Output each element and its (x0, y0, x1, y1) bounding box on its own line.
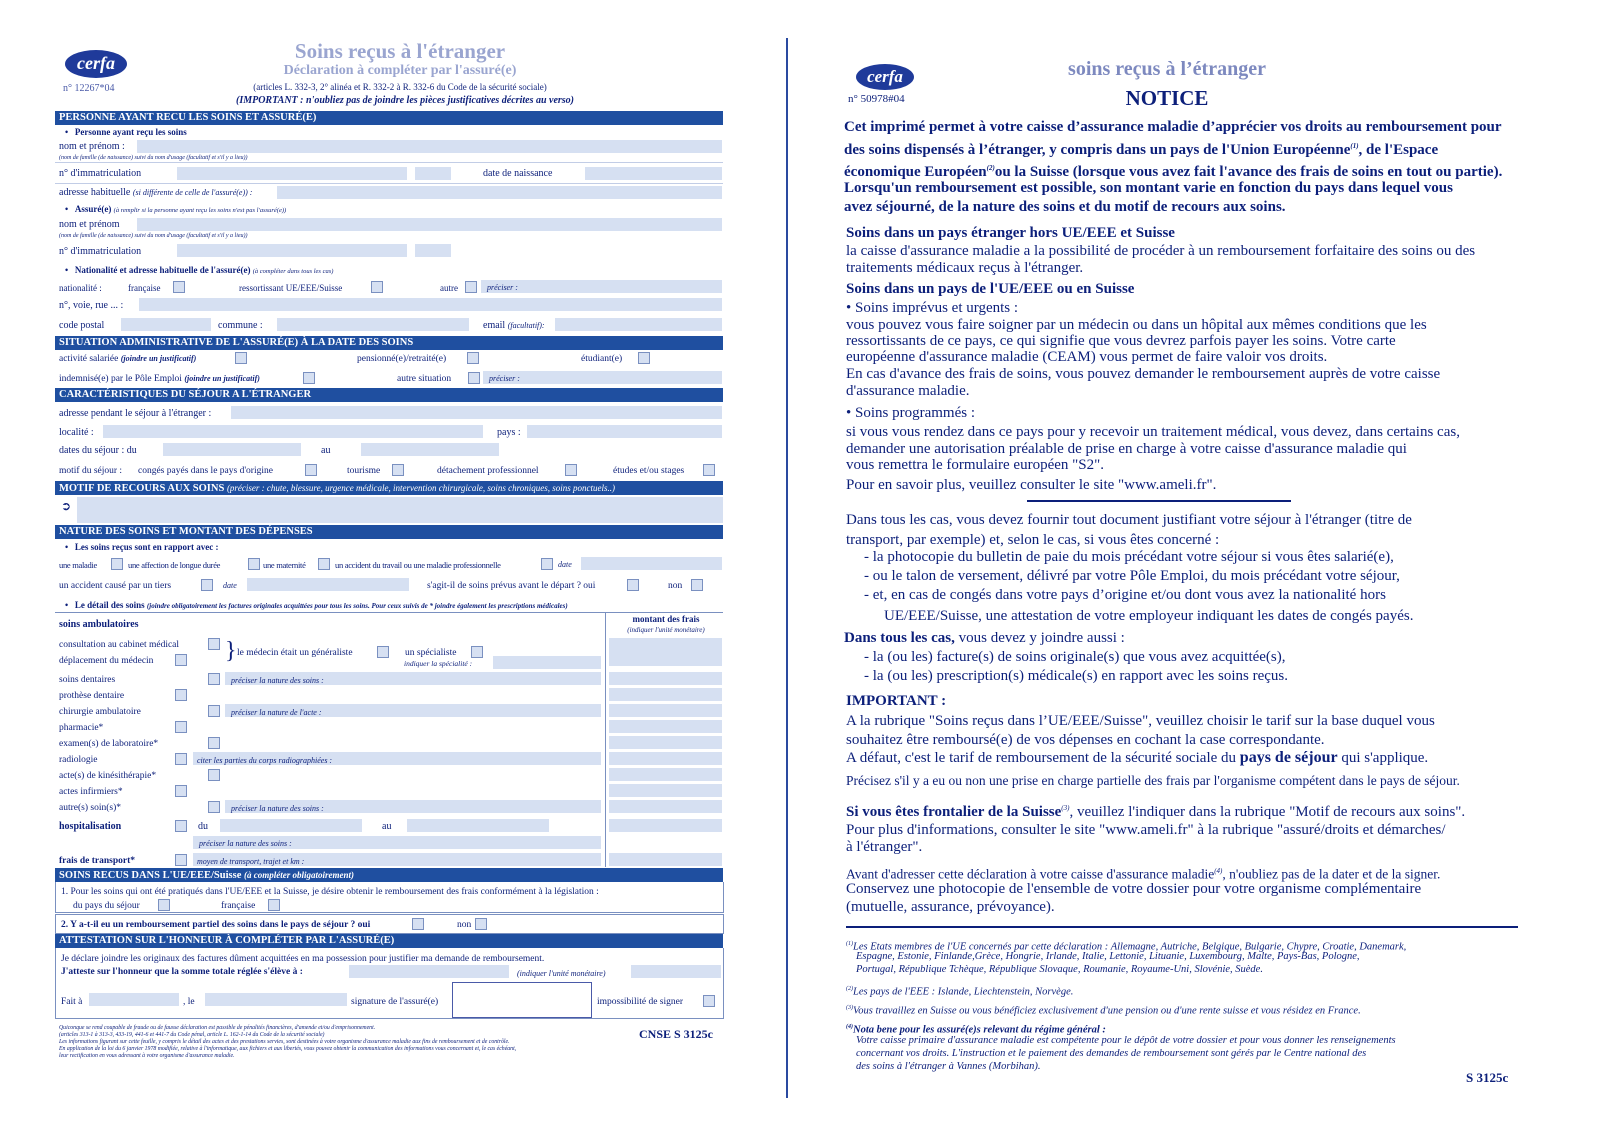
hospitalisation-checkbox[interactable] (175, 820, 187, 832)
label-personne: • Personne ayant reçu les soins (65, 127, 187, 137)
p1-a: la caisse d'assurance maladie a la possibilité de procéder à un remboursement forfaitaire des soins ou des (846, 243, 1476, 259)
maladie-checkbox[interactable] (111, 558, 123, 570)
label-nationalite: nationalité : (59, 283, 102, 293)
consultation-checkbox[interactable] (208, 638, 220, 650)
specialite-field[interactable] (493, 656, 601, 669)
info-1: Pour plus d'informations, consulter le site "www.ameli.fr" à la rubrique "assuré/droits et démarches/ (846, 822, 1446, 838)
p4-b: transport, par exemple) et, selon le cas, si vous êtes concerné : (846, 532, 1220, 548)
footnote-4: $^{(4)}$Nota bene pour les assuré(e)s relevant du régime général : (846, 1024, 1106, 1036)
last-2: Conservez une photocopie de l'ensemble de votre dossier pour votre organisme complémentaire (846, 881, 1422, 897)
label-laboratoire: examen(s) de laboratoire* (59, 739, 159, 749)
label-rapport: • Les soins reçus sont en rapport avec : (65, 542, 219, 552)
label-email: email (facultatif): (483, 320, 545, 331)
label-nature-soins2: préciser la nature des soins : (231, 804, 324, 813)
maternite-checkbox[interactable] (318, 558, 330, 570)
accident-travail-checkbox[interactable] (541, 558, 553, 570)
label-hospitalisation: hospitalisation (59, 821, 122, 832)
important-2: souhaitez être remboursé(e) de vos dépenses en cochant la case correspondante. (846, 732, 1325, 748)
label-ambulatoires: soins ambulatoires (59, 619, 139, 630)
footnote-rule (846, 926, 1518, 928)
doc-5: - la (ou les) prescription(s) médicale(s) en rapport avec les soins reçus. (864, 668, 1289, 684)
francaise2-checkbox[interactable] (268, 899, 280, 911)
nom2-note: (nom de famille (de naissance) suivi du nom d'usage (facultatif et s'il y a lieu)) (59, 233, 248, 239)
label-chirurgie: chirurgie ambulatoire (59, 707, 141, 717)
label-prevus: s'agit-il de soins prévus avant le départ ? oui (427, 581, 596, 591)
ald-checkbox[interactable] (248, 558, 260, 570)
label-activite: activité salariée (joindre un justificatif) (59, 354, 197, 364)
label-kine: acte(s) de kinésithérapie* (59, 771, 157, 781)
p1-b: traitements médicaux reçus à l'étranger. (846, 260, 1084, 276)
label-au2: au (382, 821, 392, 832)
etudiant-checkbox[interactable] (638, 352, 650, 364)
label-non2: non (457, 920, 472, 930)
label-francaise: française (128, 283, 161, 293)
label-autre: autre (440, 283, 458, 293)
important-4: Précisez s'il y a eu ou non une prise en charge partielle des frais par l'organisme compétent dans le pays de séjour. (846, 773, 1460, 788)
somme-field[interactable] (349, 965, 509, 978)
section-attestation: ATTESTATION SUR L'HONNEUR À COMPLÉTER PAR L'ASSURÉ(E) (55, 934, 723, 948)
p3-d: Pour en savoir plus, veuillez consulter le site "www.ameli.fr". (846, 477, 1217, 493)
montant-kine-field[interactable] (609, 768, 722, 781)
footnote-1a: $^{(1)}$Les Etats membres de l'UE concernés par cette déclaration : Allemagne, Autriche, Belgique, Bulgarie, Chypre, Croatie, Danemark, (846, 941, 1407, 953)
label-dentaires: soins dentaires (59, 675, 116, 685)
doc-2: - ou le talon de versement, délivré par votre Pôle Emploi, du mois précédant votre séjour, (864, 568, 1400, 584)
hospitalisation-du-field[interactable] (220, 819, 362, 832)
label-nature-soins: préciser la nature des soins : (231, 676, 324, 685)
intro-5: avez séjourné, de la nature des soins et du motif de recours aux soins. (844, 199, 1286, 215)
p4-a: Dans tous les cas, vous devez fournir tout document justifiant votre séjour à l'étranger (titre de (846, 512, 1412, 528)
cp-field[interactable] (121, 318, 211, 331)
label-voie: n°, voie, rue ... : (59, 300, 124, 311)
label-le: , le (183, 997, 195, 1007)
autre-checkbox[interactable] (465, 281, 477, 293)
section-motif: MOTIF DE RECOURS AUX SOINS (préciser : chute, blessure, urgence médicale, intervention chirurgicale, soins chroniques, soins ponctuels..) (55, 481, 723, 495)
last-1: Avant d'adresser cette déclaration à votre caisse d'assurance maladie$^{(4)}$, n'oubliez pas de la dater et de la signer. (846, 866, 1441, 882)
doc-3b: UE/EEE/Suisse, une attestation de votre employeur indiquant les dates de congés payés. (884, 608, 1414, 624)
hospitalisation-au-field[interactable] (407, 819, 549, 832)
accident-date-field[interactable] (581, 557, 722, 570)
autre-sit-checkbox[interactable] (468, 372, 480, 384)
legal-1: Quiconque se rend coupable de fraude ou de fausse déclaration est passible de pénalités financières, d'amende et/ou d'emprisonnement. (59, 1025, 376, 1031)
label-nature-acte: préciser la nature de l'acte : (231, 708, 322, 717)
montant-dentaires-field[interactable] (609, 672, 722, 685)
nom2-field[interactable] (137, 218, 722, 231)
label-immat2: n° d'immatriculation (59, 246, 142, 257)
label-pays-sejour: du pays du séjour (73, 901, 140, 911)
label-q1: 1. Pour les soins qui ont été pratiqués dans l'UE/EEE et la Suisse, je désire obtenir le remboursement des frais conformément à la législation : (61, 887, 599, 897)
motif-field[interactable] (77, 497, 723, 523)
etudes-checkbox[interactable] (703, 464, 715, 476)
info-2: à l'étranger". (846, 839, 923, 855)
section-situation: SITUATION ADMINISTRATIVE DE L'ASSURÉ(E) À LA DATE DES SOINS (55, 336, 723, 350)
label-francaise2: française (221, 901, 256, 911)
form-subtitle: Déclaration à compléter par l'assuré(e) (283, 63, 517, 78)
label-dates: dates du séjour : du (59, 445, 137, 456)
label-pensionne: pensionné(e)/retraité(e) (357, 354, 447, 364)
montant-hospitalisation-field[interactable] (609, 819, 722, 832)
detachement-checkbox[interactable] (565, 464, 577, 476)
montant-laboratoire-field[interactable] (609, 736, 722, 749)
label-impossibilite: impossibilité de signer (597, 997, 684, 1007)
label-ressortissant: ressortissant UE/EEE/Suisse (239, 283, 343, 293)
immat2-key-field[interactable] (415, 244, 451, 257)
pharmacie-checkbox[interactable] (175, 721, 187, 733)
label-preciser: préciser : (487, 283, 518, 292)
label-consultation: consultation au cabinet médical (59, 640, 180, 650)
radiologie-checkbox[interactable] (175, 753, 187, 765)
chirurgie-checkbox[interactable] (208, 705, 220, 717)
generaliste-checkbox[interactable] (377, 646, 389, 658)
pays-sejour-checkbox[interactable] (158, 899, 170, 911)
date-fin-field[interactable] (361, 443, 499, 456)
form-articles: (articles L. 332-3, 2° alinéa et R. 332-2 à R. 332-6 du Code de la sécurité sociale) (253, 82, 547, 92)
tourisme-checkbox[interactable] (392, 464, 404, 476)
montant-transport-field[interactable] (609, 853, 722, 866)
label-commune: commune : (218, 320, 263, 331)
important-heading: IMPORTANT : (846, 693, 947, 709)
label-preciser2: préciser : (489, 374, 520, 383)
last-3: (mutuelle, assurance, prévoyance). (846, 899, 1055, 915)
intro-3: économique Européen$^{(2)}$ou la Suisse (lorsque vous avez fait l'avance des frais de soins en tout ou partie). (844, 164, 1503, 180)
label-detachement: détachement professionnel (437, 466, 539, 476)
notice-title: soins reçus à l’étranger (1068, 58, 1266, 80)
p2-d: En cas d'avance des frais de soins, vous pouvez demander le remboursement auprès de votre caisse (846, 366, 1441, 382)
transport-checkbox[interactable] (175, 854, 187, 866)
label-pharmacie: pharmacie* (59, 723, 104, 733)
dans-tous-les-cas: Dans tous les cas, vous devez y joindre aussi : (844, 630, 1125, 646)
label-detail: • Le détail des soins (joindre obligatoirement les factures originales acquittées pour tous les soins. Pour ceux suivis de * joindre également les prescriptions médicales) (65, 600, 568, 610)
cerfa-logo: cerfa (65, 50, 127, 78)
p2-b: ressortissants de ce pays, ce qui signifie que vous devrez parfois payer les soins. Votre carte (846, 333, 1396, 349)
prevus-oui-checkbox[interactable] (627, 579, 639, 591)
label-conges: congés payés dans le pays d'origine (138, 466, 273, 476)
label-q2: 2. Y a-t-il eu un remboursement partiel des soins dans le pays de séjour ? oui (61, 920, 371, 930)
arrow-icon: ➲ (61, 499, 72, 513)
label-signature: signature de l'assuré(e) (351, 997, 439, 1007)
form-title: Soins reçus à l'étranger (294, 39, 506, 63)
footnote-4b: concernant vos droits. L'instruction et le paiement des demandes de remboursement sont gérés par le Centre national des (856, 1048, 1367, 1059)
label-nom: nom et prénom : (59, 141, 125, 152)
bullet-programmes: • Soins programmés : (846, 405, 975, 421)
nom-field[interactable] (137, 140, 722, 153)
label-etudes: études et/ou stages (613, 466, 685, 476)
frontalier: Si vous êtes frontalier de la Suisse$^{(3)}$, veuillez l'indiquer dans la rubrique "Motif de recours aux soins". (846, 804, 1466, 820)
section-personne: PERSONNE AYANT RECU LES SOINS ET ASSURÉ(E) (55, 111, 723, 125)
p3-c: vous remettra le formulaire européen "S2". (846, 457, 1104, 473)
montant-radiologie-field[interactable] (609, 752, 722, 765)
notice-code: S 3125c (1466, 1070, 1509, 1085)
label-cp: code postal (59, 320, 105, 331)
label-monnaie: (indiquer l'unité monétaire) (627, 626, 705, 634)
footnote-1c: Portugal, République Tchèque, République Slovaque, Roumanie, Royaume-Uni, Slovénie, Suède. (856, 964, 1263, 975)
important-1: A la rubrique "Soins reçus dans l’UE/EEE/Suisse", veuillez choisir le tarif sur la base duquel vous (846, 713, 1435, 729)
montant-chirurgie-field[interactable] (609, 704, 722, 717)
short-rule (1027, 500, 1291, 502)
p3-b: demander une autorisation préalable de prise en charge à votre caisse d'assurance maladie qui (846, 441, 1407, 457)
prothese-checkbox[interactable] (175, 689, 187, 701)
doc-4: - la (ou les) facture(s) de soins originale(s) que vous avez acquittée(s), (864, 649, 1286, 665)
footnote-2: $^{(2)}$Les pays de l'EEE : Islande, Liechtenstein, Norvège. (846, 986, 1074, 998)
footnote-1b: Espagne, Estonie, Finlande,Grèce, Hongrie, Irlande, Italie, Lettonie, Lituanie, Luxembourg, Malte, Pays-Bas, Pologne, (856, 951, 1360, 962)
label-specialite: indiquer la spécialité : (404, 659, 473, 668)
doc-1: - la photocopie du bulletin de paie du mois précédant votre séjour si vous êtes salarié(e), (864, 549, 1394, 565)
label-att2: J'atteste sur l'honneur que la somme totale réglée s'élève à : (61, 967, 303, 977)
label-maladie: une maladie (59, 560, 98, 570)
label-date2: date (223, 581, 237, 590)
label-naissance: date de naissance (483, 168, 553, 179)
label-assure: • Assuré(e) (à remplir si la personne ayant reçu les soins n'est pas l'assuré(e)) (65, 204, 287, 214)
p3-a: si vous vous rendez dans ce pays pour y recevoir un traitement médical, vous devez, dans certains cas, (846, 424, 1460, 440)
section-sejour: CARACTÉRISTIQUES DU SÉJOUR A L'ÉTRANGER (55, 388, 723, 402)
prevus-non-checkbox[interactable] (691, 579, 703, 591)
pensionne-checkbox[interactable] (467, 352, 479, 364)
ressortissant-checkbox[interactable] (371, 281, 383, 293)
label-specialiste: un spécialiste (405, 648, 457, 658)
autres-checkbox[interactable] (208, 801, 220, 813)
form-important: (IMPORTANT : n'oubliez pas de joindre les pièces justificatives décrites au verso) (235, 95, 575, 106)
voie-field[interactable] (139, 298, 722, 311)
dentaires-checkbox[interactable] (208, 673, 220, 685)
immat-key-field[interactable] (415, 167, 451, 180)
label-accident-travail: un accident du travail ou une maladie professionnelle (335, 560, 501, 570)
label-nature-soins3: préciser la nature des soins : (199, 839, 292, 848)
label-adr-sejour: adresse pendant le séjour à l'étranger : (59, 408, 212, 419)
p2-c: européenne d'assurance maladie (CEAM) vous permet de faire valoir vos droits. (846, 349, 1328, 365)
francaise-checkbox[interactable] (173, 281, 185, 293)
pays-field[interactable] (527, 425, 722, 438)
label-motif: motif du séjour : (59, 466, 123, 476)
label-immat: n° d'immatriculation (59, 168, 142, 179)
tiers-checkbox[interactable] (201, 579, 213, 591)
notice-heading: NOTICE (1125, 86, 1209, 110)
tiers-date-field[interactable] (247, 578, 409, 591)
adr-sejour-field[interactable] (231, 406, 722, 419)
label-transport: frais de transport* (59, 856, 135, 866)
form-page (55, 0, 755, 1133)
impossibilite-checkbox[interactable] (703, 995, 715, 1007)
label-pays: pays : (497, 427, 521, 438)
monnaie-field[interactable] (631, 965, 721, 978)
conges-checkbox[interactable] (305, 464, 317, 476)
section-ue: SOINS RECUS DANS L'UE/EEE/Suisse (à compléter obligatoirement) (55, 868, 723, 882)
label-parties: citer les parties du corps radiographiées : (197, 756, 333, 765)
q2-non-checkbox[interactable] (475, 918, 487, 930)
notice-number: n° 50978#04 (848, 93, 905, 105)
label-etudiant: étudiant(e) (581, 354, 623, 364)
important-3: A défaut, c'est le tarif de remboursement de la sécurité sociale du pays de séjour qui s'applique. (846, 749, 1429, 766)
cerfa-logo-notice: cerfa (856, 64, 914, 90)
label-transport-note: moyen de transport, trajet et km : (197, 857, 305, 866)
label-generaliste: le médecin était un généraliste (237, 648, 353, 658)
label-fait: Fait à (61, 997, 83, 1007)
label-du: du (198, 821, 208, 832)
email-field[interactable] (555, 318, 722, 331)
signature-box[interactable] (452, 982, 592, 1018)
section-nature: NATURE DES SOINS ET MONTANT DES DÉPENSES (55, 525, 723, 539)
label-maternite: une maternité (263, 560, 306, 570)
form-number: n° 12267*04 (63, 83, 115, 94)
heading-hors-ue: Soins dans un pays étranger hors UE/EEE et Suisse (846, 225, 1175, 241)
indemnise-checkbox[interactable] (303, 372, 315, 384)
label-autres: autre(s) soin(s)* (59, 803, 121, 813)
heading-ue: Soins dans un pays de l'UE/EEE ou en Suisse (846, 281, 1135, 297)
label-tourisme: tourisme (347, 466, 381, 476)
infirmiers-checkbox[interactable] (175, 785, 187, 797)
montant-autres-field[interactable] (609, 800, 722, 813)
deplacement-checkbox[interactable] (175, 654, 187, 666)
footnote-4a: Votre caisse primaire d'assurance maladie est compétente pour le dépôt de votre dossier et pour vous donner les renseignements (856, 1035, 1396, 1046)
montant-prothese-field[interactable] (609, 688, 722, 701)
laboratoire-checkbox[interactable] (208, 737, 220, 749)
commune-field[interactable] (277, 318, 469, 331)
brace-icon: } (225, 638, 237, 664)
montant-infirmiers-field[interactable] (609, 784, 722, 797)
intro-1: Cet imprimé permet à votre caisse d’assurance maladie d’apprécier vos droits au remboursement pour (844, 119, 1502, 135)
label-adresse: adresse habituelle (si différente de celle de l'assuré(e)) : (59, 187, 253, 198)
fait-a-field[interactable] (89, 993, 179, 1006)
p2-e: d'assurance maladie. (846, 383, 970, 399)
form-code: CNSE S 3125c (639, 1027, 714, 1041)
specialiste-checkbox[interactable] (471, 646, 483, 658)
label-au: au (321, 445, 331, 456)
montant-consultation-field[interactable] (609, 638, 722, 666)
label-tiers: un accident causé par un tiers (59, 581, 172, 591)
localite-field[interactable] (103, 425, 483, 438)
nom-note: (nom de famille (de naissance) suivi du nom d'usage (facultatif et s'il y a lieu)) (59, 155, 248, 161)
page-divider (786, 38, 788, 1098)
label-deplacement: déplacement du médecin (59, 656, 154, 666)
footnote-3: $^{(3)}$Vous travaillez en Suisse ou vous bénéficiez exclusivement d'une pension ou d'une rente suisse et vous résidez en France. (846, 1005, 1361, 1017)
label-monnaie2: (indiquer l'unité monétaire) (517, 969, 606, 978)
p2-a: vous pouvez vous faire soigner par un médecin ou dans un hôpital aux mêmes conditions que les (846, 317, 1427, 333)
legal-3: Les informations figurant sur cette feuille, y compris le détail des actes et des prestations servies, sont destinées à votre organisme d'assurance maladie aux fins de remboursement et de contrôle. (59, 1039, 510, 1045)
label-localite: localité : (59, 427, 94, 438)
notice-page (842, 0, 1532, 1133)
date-signature-field[interactable] (205, 993, 347, 1006)
label-prothese: prothèse dentaire (59, 691, 125, 701)
footnote-4c: des soins à l'étranger à Vannes (Morbihan). (856, 1061, 1041, 1072)
bullet-imprevus: • Soins imprévus et urgents : (846, 300, 1019, 316)
label-autre-sit: autre situation (397, 374, 452, 384)
label-date: date (558, 560, 572, 569)
activite-checkbox[interactable] (235, 352, 247, 364)
adresse-field[interactable] (277, 186, 722, 199)
label-att1: Je déclare joindre les originaux des factures dûment acquittées en ma possession pour justifier ma demande de remboursement. (61, 954, 545, 964)
label-nationalite-h: • Nationalité et adresse habituelle de l'assuré(e) (à compléter dans tous les cas) (65, 265, 334, 275)
doc-3a: - et, en cas de congés dans votre pays d’origine et/ou dont vous avez la nationalité hors (864, 587, 1386, 603)
legal-5: leur rectification en vous adressant à votre organisme d'assurance maladie. (59, 1053, 235, 1059)
label-infirmiers: actes infirmiers* (59, 787, 123, 797)
immat-field[interactable] (177, 167, 407, 180)
naissance-field[interactable] (585, 167, 722, 180)
label-montant: montant des frais (632, 614, 700, 624)
label-radiologie: radiologie (59, 755, 98, 765)
label-indemnise: indemnisé(e) par le Pôle Emploi (joindre un justificatif) (59, 374, 260, 384)
date-debut-field[interactable] (163, 443, 301, 456)
label-ald: une affection de longue durée (128, 560, 221, 570)
legal-4: En application de la loi du 6 janvier 1978 modifiée, relative à l'informatique, aux fichiers et aux libertés, vous pouvez obtenir la communication des informations vous concernant et, le cas échéant, (59, 1046, 517, 1052)
immat2-field[interactable] (177, 244, 407, 257)
intro-4: Lorsqu'un remboursement est possible, son montant varie en fonction du pays dans lequel vous (844, 180, 1453, 196)
kine-checkbox[interactable] (208, 769, 220, 781)
intro-2: des soins dispensés à l’étranger, y compris dans un pays de l'Union Européenne$^{(1)}$, de l'Espace (844, 142, 1439, 158)
montant-pharmacie-field[interactable] (609, 720, 722, 733)
label-nom2: nom et prénom (59, 219, 120, 230)
q2-oui-checkbox[interactable] (412, 918, 424, 930)
label-non: non (668, 581, 683, 591)
legal-2: (articles 313-1 à 313-3, 433-19, 441-6 et 441-7 du Code pénal, article L. 162-1-14 du Code de la sécurité sociale) (59, 1032, 325, 1038)
